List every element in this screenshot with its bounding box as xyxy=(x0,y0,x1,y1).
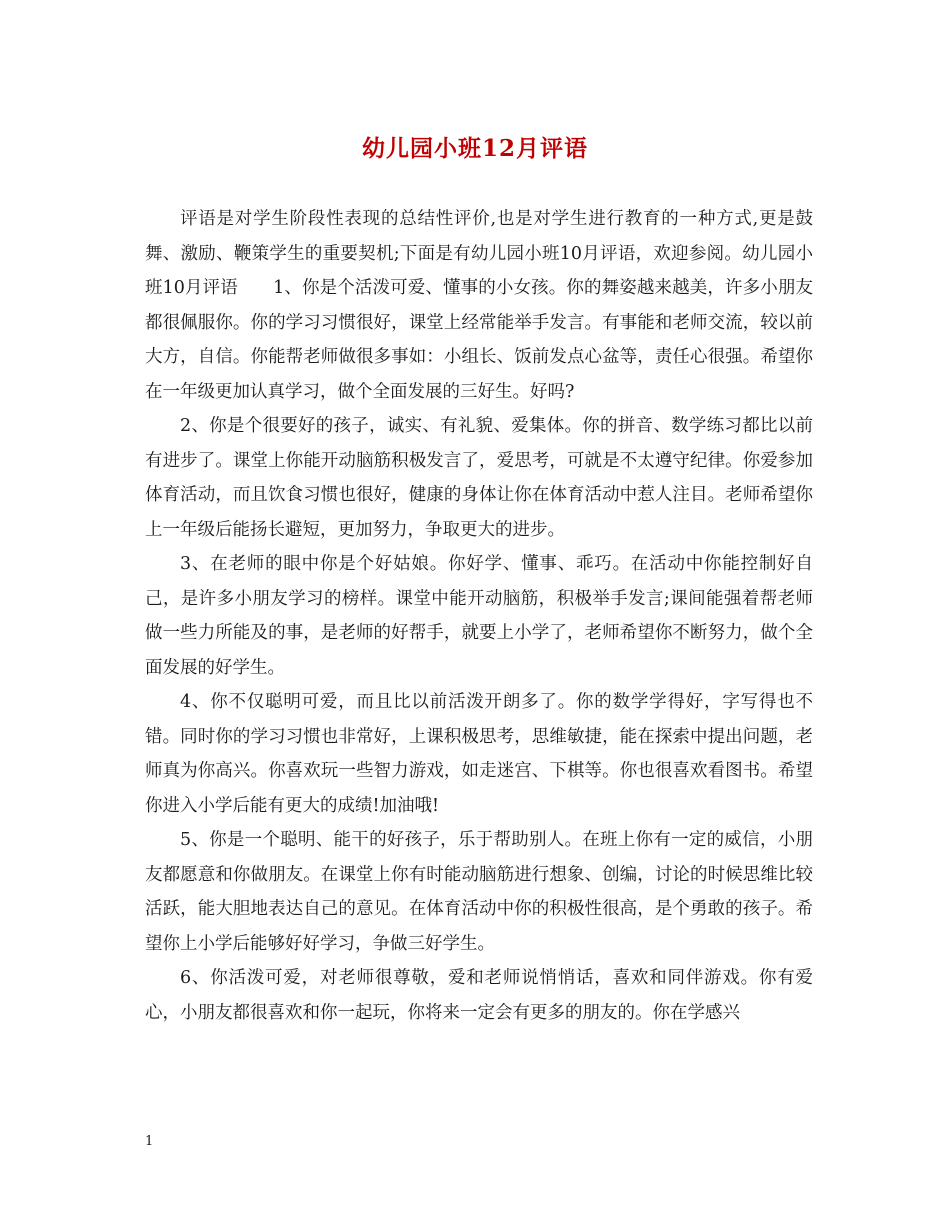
document-body xyxy=(145,202,813,1030)
paragraph-comment-6: 6、你活泼可爱，对老师很尊敬，爱和老师说悄悄话，喜欢和同伴游戏。你有爱心，小朋友都很喜欢和你一起玩，你将来一定会有更多的朋友的。你在学感兴 xyxy=(145,968,813,1023)
paragraph-comment-2: 2、你是个很要好的孩子，诚实、有礼貌、爱集体。你的拼音、数学练习都比以前有进步了。课堂上你能开动脑筋积极发言了，爱思考，可就是不太遵守纪律。你爱参加体育活动，而且饮食习惯也很好，健康的身体让你在体育活动中惹人注目。老师希望你上一年级后能扬长避短，更加努力，争取更大的进步。 xyxy=(145,416,813,540)
paragraph-comment-4: 4、你不仅聪明可爱，而且比以前活泼开朗多了。你的数学学得好，字写得也不错。同时你的学习习惯也非常好，上课积极思考，思维敏捷，能在探索中提出问题，老师真为你高兴。你喜欢玩一些智力游戏，如走迷宫、下棋等。你也很喜欢看图书。希望你进入小学后能有更大的成绩!加油哦! xyxy=(145,692,813,816)
document-title: 幼儿园小班12月评语 xyxy=(361,135,588,162)
paragraph-comment-3: 3、在老师的眼中你是个好姑娘。你好学、懂事、乖巧。在活动中你能控制好自己，是许多小朋友学习的榜样。课堂中能开动脑筋，积极举手发言;课间能强着帮老师做一些力所能及的事，是老师的好帮手，就要上小学了，老师希望你不断努力，做个全面发展的好学生。 xyxy=(145,554,813,678)
paragraph-intro: 评语是对学生阶段性表现的总结性评价,也是对学生进行教育的一种方式,更是鼓舞、激励、鞭策学生的重要契机;下面是有幼儿园小班10月评语，欢迎参阅。幼儿园小班10月评语 1、你是个活泼可爱、懂事的小女孩。你的舞姿越来越美，许多小朋友都很佩服你。你的学习习惯很好，课堂上经常能举手发言。有事能和老师交流，较以前大方，自信。你能帮老师做很多事如：小组长、饭前发点心盆等，责任心很强。希望你在一年级更加认真学习，做个全面发展的三好生。好吗? xyxy=(145,209,813,402)
paragraph-comment-5: 5、你是一个聪明、能干的好孩子，乐于帮助别人。在班上你有一定的威信，小朋友都愿意和你做朋友。在课堂上你有时能动脑筋进行想象、创编，讨论的时候思维比较活跃，能大胆地表达自己的意见。在体育活动中你的积极性很高，是个勇敢的孩子。希望你上小学后能够好好学习，争做三好学生。 xyxy=(145,830,813,954)
page-number: 1 xyxy=(145,1134,154,1149)
